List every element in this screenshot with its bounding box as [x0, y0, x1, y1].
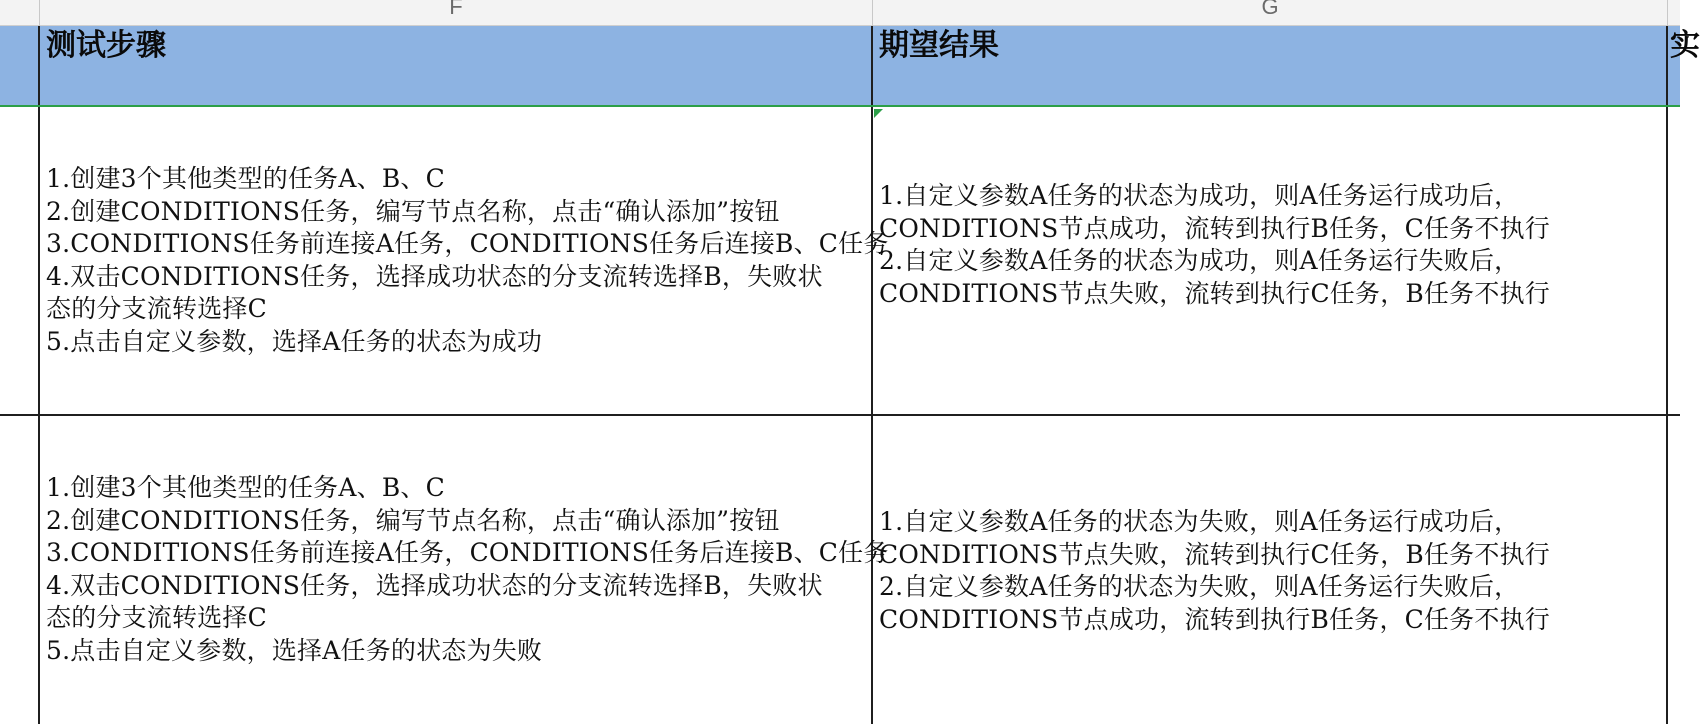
step-line: 态的分支流转选择C — [46, 603, 267, 632]
step-line: 2.创建CONDITIONS任务，编写节点名称，点击“确认添加”按钮 — [46, 505, 780, 535]
expected-line: CONDITIONS节点成功，流转到执行B任务，C任务不执行 — [879, 213, 1550, 243]
expected-line: 2.自定义参数A任务的状态为成功，则A任务运行失败后， — [879, 246, 1520, 275]
column-header-f[interactable]: F — [40, 0, 873, 26]
step-line: 4.双击CONDITIONS任务，选择成功状态的分支流转选择B，失败状 — [46, 261, 823, 291]
cell-test-steps-row1[interactable] — [40, 107, 889, 414]
cell-next-row2[interactable] — [1668, 416, 1680, 724]
header-cell-e[interactable] — [0, 26, 40, 105]
table-row — [0, 107, 1680, 416]
cell-expected-result-row1[interactable] — [873, 107, 1668, 414]
cell-test-steps-row2[interactable] — [40, 416, 889, 724]
step-line: 3.CONDITIONS任务前连接A任务，CONDITIONS任务后连接B、C任务 — [46, 229, 889, 258]
cell-next-row1[interactable] — [1668, 107, 1680, 414]
cell-e-row1[interactable] — [0, 107, 40, 414]
column-header-g[interactable]: G — [873, 0, 1668, 26]
expected-line: 2.自定义参数A任务的状态为失败，则A任务运行失败后， — [879, 572, 1520, 601]
step-line: 3.CONDITIONS任务前连接A任务，CONDITIONS任务后连接B、C任务 — [46, 538, 889, 567]
expected-line: 1.自定义参数A任务的状态为成功，则A任务运行成功后， — [879, 181, 1520, 210]
header-cell-test-steps[interactable]: 测试步骤 — [40, 26, 873, 105]
expected-line: CONDITIONS节点失败，流转到执行C任务，B任务不执行 — [879, 278, 1550, 308]
test-steps-text — [46, 472, 889, 667]
expected-line: CONDITIONS节点成功，流转到执行B任务，C任务不执行 — [879, 604, 1550, 634]
header-cell-expected-result[interactable]: 期望结果 — [873, 26, 1668, 105]
step-line: 2.创建CONDITIONS任务，编写节点名称，点击“确认添加”按钮 — [46, 196, 780, 226]
step-line: 态的分支流转选择C — [46, 294, 267, 323]
step-line: 1.创建3个其他类型的任务A、B、C — [46, 164, 445, 193]
test-steps-text — [46, 163, 889, 358]
table-header-row — [0, 26, 1700, 107]
cell-comment-marker — [874, 109, 883, 118]
table-row — [0, 416, 1680, 724]
column-header-bar — [0, 0, 1680, 26]
header-cell-next-partial[interactable]: 实 — [1670, 28, 1700, 63]
expected-line: CONDITIONS节点失败，流转到执行C任务，B任务不执行 — [879, 539, 1550, 569]
expected-result-text — [879, 506, 1664, 636]
cell-expected-result-row2[interactable] — [873, 416, 1668, 724]
step-line: 4.双击CONDITIONS任务，选择成功状态的分支流转选择B，失败状 — [46, 570, 823, 600]
expected-line: 1.自定义参数A任务的状态为失败，则A任务运行成功后， — [879, 507, 1520, 536]
step-line: 1.创建3个其他类型的任务A、B、C — [46, 473, 445, 502]
column-header-e[interactable] — [0, 0, 40, 26]
expected-result-text — [879, 180, 1664, 310]
step-line: 5.点击自定义参数，选择A任务的状态为失败 — [46, 635, 543, 665]
step-line: 5.点击自定义参数，选择A任务的状态为成功 — [46, 326, 543, 356]
cell-e-row2[interactable] — [0, 416, 40, 724]
column-header-h[interactable] — [1668, 0, 1680, 26]
